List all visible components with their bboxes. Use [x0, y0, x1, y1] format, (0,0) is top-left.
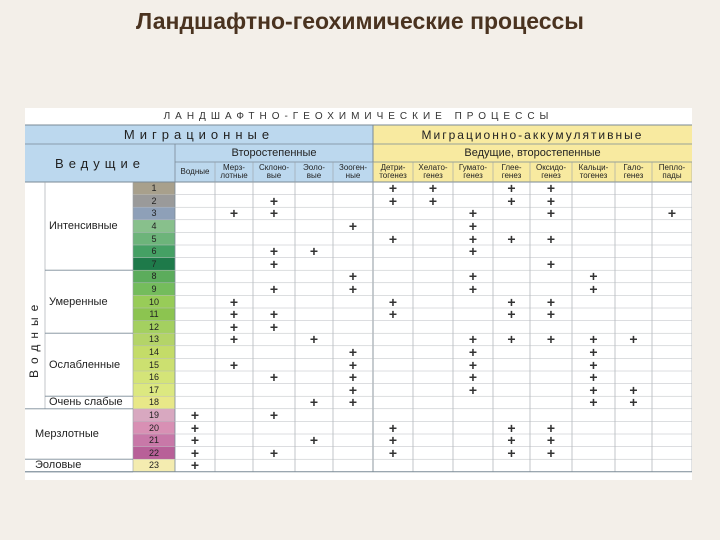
process-mark: + — [546, 207, 556, 220]
process-mark: + — [546, 421, 556, 434]
process-mark: + — [348, 282, 358, 296]
process-mark: + — [546, 182, 556, 195]
process-mark: + — [388, 232, 398, 245]
header-leading-secondary: Ведущие, второстепенные — [373, 144, 692, 162]
process-mark: + — [546, 194, 556, 208]
row-number: 1 — [133, 182, 175, 195]
row-number: 17 — [133, 384, 175, 397]
process-mark: + — [269, 371, 279, 384]
process-mark: + — [309, 396, 319, 409]
process-mark: + — [546, 308, 556, 321]
process-mark: + — [589, 345, 598, 359]
table-banner: ЛАНДШАФТНО-ГЕОХИМИЧЕСКИЕ ПРОЦЕССЫ — [163, 111, 554, 122]
column-header-oksidogenez: Оксидо- генез — [530, 162, 572, 182]
process-mark: + — [190, 421, 200, 434]
process-mark: + — [348, 270, 358, 283]
process-mark: + — [546, 434, 556, 447]
process-mark: + — [589, 333, 598, 346]
row-number: 18 — [133, 396, 175, 409]
column-header-detritogenez: Детри- тогенез — [373, 162, 413, 182]
row-number: 10 — [133, 295, 175, 308]
row-number: 14 — [133, 346, 175, 359]
process-mark: + — [468, 383, 478, 397]
process-mark: + — [468, 371, 478, 384]
process-mark: + — [507, 446, 516, 460]
process-mark: + — [589, 282, 598, 296]
process-mark: + — [348, 383, 358, 397]
process-mark: + — [507, 232, 516, 245]
row-number: 23 — [133, 459, 175, 472]
process-mark: + — [468, 282, 478, 296]
process-mark: + — [388, 446, 398, 460]
row-group-label: Очень слабые — [49, 396, 123, 409]
header-leading: Ведущие — [25, 144, 175, 182]
row-group-label: Умеренные — [49, 295, 108, 308]
process-mark: + — [388, 182, 398, 195]
process-mark: + — [269, 257, 279, 271]
process-mark: + — [388, 308, 398, 321]
process-mark: + — [629, 396, 638, 409]
process-mark: + — [589, 396, 598, 409]
process-mark: + — [269, 408, 279, 422]
process-mark: + — [507, 308, 516, 321]
group-header-accumulation: Миграционно-аккумулятивные — [373, 125, 692, 144]
process-mark: + — [269, 207, 279, 220]
process-mark: + — [348, 396, 358, 409]
column-header-eolovye: Эоло- вые — [295, 162, 333, 182]
process-mark: + — [229, 207, 239, 220]
process-mark: + — [309, 245, 319, 258]
row-number: 8 — [133, 270, 175, 283]
process-mark: + — [468, 207, 478, 220]
row-number: 22 — [133, 447, 175, 460]
row-number: 15 — [133, 358, 175, 371]
process-mark: + — [229, 358, 239, 371]
process-mark: + — [388, 295, 398, 308]
process-mark: + — [348, 345, 358, 359]
process-mark: + — [229, 308, 239, 321]
process-mark: + — [546, 295, 556, 308]
process-mark: + — [348, 219, 358, 233]
process-mark: + — [589, 383, 598, 397]
process-mark: + — [507, 295, 516, 308]
process-mark: + — [348, 371, 358, 384]
row-number: 9 — [133, 283, 175, 296]
process-mark: + — [468, 358, 478, 371]
process-mark: + — [269, 245, 279, 258]
row-number: 5 — [133, 232, 175, 245]
process-mark: + — [667, 207, 677, 220]
row-group-label: Мерзлотные — [35, 427, 99, 440]
row-number: 19 — [133, 409, 175, 422]
process-mark: + — [546, 257, 556, 271]
column-header-merzlotnye: Мерз- лотные — [215, 162, 253, 182]
row-number: 21 — [133, 434, 175, 447]
process-mark: + — [428, 182, 438, 195]
process-mark: + — [507, 182, 516, 195]
column-header-sklonovye: Склоно- вые — [253, 162, 295, 182]
header-secondary: Второстепенные — [175, 144, 373, 162]
row-number: 13 — [133, 333, 175, 346]
process-mark: + — [468, 333, 478, 346]
water-vertical-label: Водные — [27, 298, 41, 378]
process-mark: + — [309, 333, 319, 346]
process-mark: + — [629, 383, 638, 397]
row-number: 11 — [133, 308, 175, 321]
row-number: 4 — [133, 220, 175, 233]
process-mark: + — [388, 194, 398, 208]
row-number: 7 — [133, 258, 175, 271]
column-header-helatogenez: Хелато- генез — [413, 162, 453, 182]
process-mark: + — [507, 194, 516, 208]
process-mark: + — [589, 270, 598, 283]
process-mark: + — [190, 446, 200, 460]
row-group-label: Эоловые — [35, 459, 82, 472]
process-mark: + — [589, 371, 598, 384]
process-mark: + — [546, 333, 556, 346]
process-mark: + — [507, 434, 516, 447]
row-group-label: Ослабленные — [49, 358, 121, 371]
process-mark: + — [388, 421, 398, 434]
column-header-peplopady: Пепло- пады — [652, 162, 692, 182]
row-number: 2 — [133, 195, 175, 208]
process-mark: + — [468, 245, 478, 258]
column-header-kalcitogenez: Кальци- тогенез — [572, 162, 615, 182]
row-number: 3 — [133, 207, 175, 220]
slide-title: Ландшафтно-геохимические процессы — [136, 8, 584, 34]
process-mark: + — [546, 446, 556, 460]
column-header-vodnye: Водные — [175, 162, 215, 182]
process-mark: + — [629, 333, 638, 346]
process-mark: + — [269, 320, 279, 334]
column-header-galogenez: Гало- генез — [615, 162, 652, 182]
process-mark: + — [468, 270, 478, 283]
process-mark: + — [428, 194, 438, 208]
process-mark: + — [190, 434, 200, 447]
process-mark: + — [388, 434, 398, 447]
process-mark: + — [190, 408, 200, 422]
row-group-label: Интенсивные — [49, 220, 118, 233]
row-number: 12 — [133, 321, 175, 334]
process-mark: + — [229, 320, 239, 334]
table-grid — [25, 108, 692, 480]
process-mark: + — [507, 333, 516, 346]
process-mark: + — [468, 232, 478, 245]
process-mark: + — [269, 446, 279, 460]
process-mark: + — [348, 358, 358, 371]
group-header-migration: Миграционные — [25, 125, 373, 144]
process-mark: + — [269, 194, 279, 208]
process-mark: + — [190, 459, 200, 472]
row-number: 16 — [133, 371, 175, 384]
process-mark: + — [309, 434, 319, 447]
column-header-zoogennye: Зооген- ные — [333, 162, 373, 182]
process-mark: + — [229, 333, 239, 346]
process-mark: + — [507, 421, 516, 434]
geochemical-process-table — [25, 108, 692, 480]
column-header-gleegenez: Глее- генез — [493, 162, 530, 182]
process-mark: + — [229, 295, 239, 308]
process-mark: + — [589, 358, 598, 371]
process-mark: + — [269, 282, 279, 296]
process-mark: + — [546, 232, 556, 245]
row-number: 6 — [133, 245, 175, 258]
process-mark: + — [468, 219, 478, 233]
process-mark: + — [269, 308, 279, 321]
column-header-gumatogenez: Гумато- генез — [453, 162, 493, 182]
row-number: 20 — [133, 421, 175, 434]
process-mark: + — [468, 345, 478, 359]
